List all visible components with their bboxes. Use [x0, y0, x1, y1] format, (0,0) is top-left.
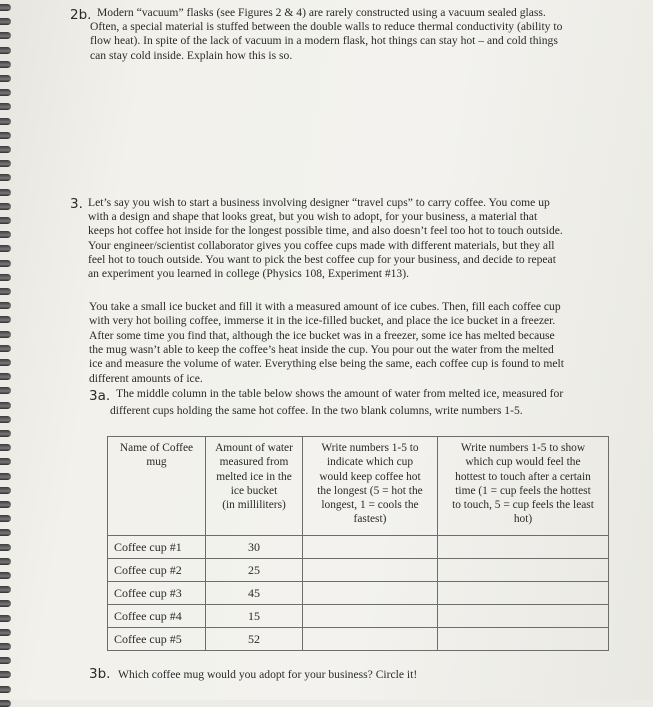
- water-amount-cell: 25: [206, 559, 303, 582]
- table-row: [108, 536, 609, 559]
- header-cup-name-line: Name of Coffee: [119, 442, 194, 454]
- header-touch-rank: [438, 437, 609, 536]
- binding-ring: [0, 61, 11, 68]
- binding-ring: [0, 217, 11, 224]
- binding-ring: [0, 487, 11, 494]
- binding-ring: [0, 274, 11, 281]
- binding-ring: [0, 373, 11, 380]
- binding-ring: [0, 615, 11, 622]
- header-water-line: melted ice in the: [216, 470, 292, 483]
- cup-name-cell: Coffee cup #4: [108, 605, 206, 628]
- coffee-cup-table: [107, 436, 609, 651]
- question-3-p2-line-5: ice and measure the volume of water. Everything else being the same, each coffee cup is found to melt: [89, 357, 564, 370]
- header-keep-hot-line: fastest): [353, 513, 387, 526]
- table-row: [108, 605, 609, 628]
- binding-ring: [0, 572, 11, 579]
- question-3b-text: Which coffee mug would you adopt for your business? Circle it!: [118, 668, 418, 681]
- binding-ring: [0, 146, 11, 153]
- binding-ring: [0, 657, 11, 664]
- header-touch-line: to touch, 5 = cup feels the least: [452, 499, 594, 512]
- touch-rank-input[interactable]: [438, 582, 609, 605]
- header-cup-name-line: mug: [146, 456, 167, 469]
- header-keep-hot-line: indicate which cup: [326, 456, 414, 469]
- water-amount-cell: 15: [206, 605, 303, 628]
- header-touch-line: hot): [513, 513, 533, 526]
- header-water-line: measured from: [219, 456, 289, 469]
- binding-ring: [0, 544, 11, 551]
- question-3-p1-line-6: an experiment you learned in college (Physics 108, Experiment #13).: [88, 267, 409, 280]
- question-3-p1-line-1: Let’s say you wish to start a business involving designer “travel cups” to carry coffee. You come up: [88, 196, 550, 209]
- binding-ring: [0, 302, 11, 309]
- binding-ring: [0, 700, 11, 707]
- header-touch-line: which cup would feel the: [465, 456, 581, 469]
- binding-ring: [0, 174, 11, 181]
- binding-ring: [0, 288, 11, 295]
- binding-ring: [0, 402, 11, 409]
- keep-hot-rank-input[interactable]: [303, 536, 438, 559]
- touch-rank-input[interactable]: [438, 605, 609, 628]
- header-touch-line: time (1 = cup feels the hottest: [455, 484, 591, 497]
- cup-name-cell: Coffee cup #2: [108, 559, 206, 582]
- binding-ring: [0, 345, 11, 352]
- binding-ring: [0, 89, 11, 96]
- question-2b-line-4: can stay cold inside. Explain how this is so.: [90, 49, 293, 62]
- header-water-line: Amount of water: [215, 442, 293, 454]
- binding-ring: [0, 600, 11, 607]
- table-row: [108, 559, 609, 582]
- question-3-p1-line-3: keeps hot coffee hot inside for the longest possible time, and also doesn’t feel too hot to touch outside.: [88, 224, 563, 237]
- spiral-binding: [0, 0, 14, 700]
- question-3-p2-line-2: with very hot boiling coffee, immerse it in the ice-filled bucket, and place the ice bucket in a freezer.: [89, 314, 556, 327]
- question-3-p2-line-4: the mug wasn’t able to keep the coffee’s heat inside the cup. You pour out the water from the melted: [89, 343, 554, 356]
- binding-ring: [0, 75, 11, 82]
- table-row: [108, 582, 609, 605]
- header-water-line: ice bucket: [230, 484, 278, 497]
- binding-ring: [0, 430, 11, 437]
- question-2b-line-1: Modern “vacuum” flasks (see Figures 2 & 4) are rarely constructed using a vacuum sealed glass.: [97, 6, 546, 19]
- header-keep-hot-rank: [303, 437, 438, 536]
- binding-ring: [0, 629, 11, 636]
- question-3a-line-1: The middle column in the table below shows the amount of water from melted ice, measured for: [116, 387, 564, 400]
- question-3-p2-line-6: different amounts of ice.: [89, 372, 203, 385]
- binding-ring: [0, 245, 11, 252]
- question-2b-line-2: Often, a special material is stuffed between the double walls to reduce thermal conductivity (ability to: [90, 20, 563, 33]
- binding-ring: [0, 515, 11, 522]
- binding-ring: [0, 231, 11, 238]
- binding-ring: [0, 316, 11, 323]
- binding-ring: [0, 331, 11, 338]
- header-touch-line: hottest to touch after a certain: [455, 470, 591, 483]
- binding-ring: [0, 558, 11, 565]
- cup-name-cell: Coffee cup #1: [108, 536, 206, 559]
- binding-ring: [0, 103, 11, 110]
- question-3b-number: 3b.: [89, 666, 111, 682]
- question-2b-number: 2b.: [70, 7, 92, 23]
- binding-ring: [0, 32, 11, 39]
- binding-ring: [0, 458, 11, 465]
- header-keep-hot-line: longest, 1 = cools the: [321, 499, 419, 512]
- binding-ring: [0, 132, 11, 139]
- touch-rank-input[interactable]: [438, 628, 609, 651]
- binding-ring: [0, 18, 11, 25]
- binding-ring: [0, 160, 11, 167]
- binding-ring: [0, 501, 11, 508]
- binding-ring: [0, 203, 11, 210]
- binding-ring: [0, 686, 11, 693]
- binding-ring: [0, 671, 11, 678]
- binding-ring: [0, 118, 11, 125]
- keep-hot-rank-input[interactable]: [303, 628, 438, 651]
- binding-ring: [0, 444, 11, 451]
- question-3-number: 3.: [70, 196, 83, 212]
- binding-ring: [0, 387, 11, 394]
- header-water-amount: [206, 437, 303, 536]
- water-amount-cell: 30: [206, 536, 303, 559]
- keep-hot-rank-input[interactable]: [303, 582, 438, 605]
- binding-ring: [0, 473, 11, 480]
- question-2b-line-3: flow heat). In spite of the lack of vacuum in a modern flask, hot things can stay hot – and cold things: [90, 34, 558, 47]
- binding-ring: [0, 416, 11, 423]
- binding-ring: [0, 4, 11, 11]
- header-cup-name: [108, 437, 206, 536]
- touch-rank-input[interactable]: [438, 559, 609, 582]
- question-3-p1-line-5: feel hot to touch outside. You want to pick the best coffee cup for your business, and decide to repeat: [88, 253, 556, 266]
- binding-ring: [0, 529, 11, 536]
- binding-ring: [0, 643, 11, 650]
- header-keep-hot-line: would keep coffee hot: [319, 470, 421, 483]
- keep-hot-rank-input[interactable]: [303, 559, 438, 582]
- question-3-p2-line-3: After some time you find that, although the ice bucket was in a freezer, some ice has melted because: [89, 329, 555, 342]
- header-keep-hot-line: Write numbers 1-5 to: [321, 442, 419, 454]
- header-keep-hot-line: the longest (5 = hot the: [317, 484, 423, 497]
- cup-name-cell: Coffee cup #5: [108, 628, 206, 651]
- question-3a-number: 3a.: [89, 388, 111, 404]
- water-amount-cell: 52: [206, 628, 303, 651]
- touch-rank-input[interactable]: [438, 536, 609, 559]
- binding-ring: [0, 189, 11, 196]
- binding-ring: [0, 47, 11, 54]
- water-amount-cell: 45: [206, 582, 303, 605]
- binding-ring: [0, 586, 11, 593]
- table-header-row: [108, 437, 609, 536]
- question-3-p1-line-2: with a design and shape that looks great, but you wish to adopt, for your business, a material that: [88, 210, 538, 223]
- keep-hot-rank-input[interactable]: [303, 605, 438, 628]
- question-3-p2-line-1: You take a small ice bucket and fill it with a measured amount of ice cubes. Then, fill each coffee cup: [89, 300, 561, 313]
- binding-ring: [0, 260, 11, 267]
- question-3-p1-line-4: Your engineer/scientist collaborator gives you coffee cups made with different materials, but they all: [88, 239, 555, 252]
- header-water-line: (in milliliters): [222, 499, 286, 512]
- cup-name-cell: Coffee cup #3: [108, 582, 206, 605]
- table-row: [108, 628, 609, 651]
- binding-ring: [0, 359, 11, 366]
- question-3a-line-2: different cups holding the same hot coffee. In the two blank columns, write numbers 1-5.: [110, 404, 523, 417]
- header-touch-line: Write numbers 1-5 to show: [460, 442, 586, 454]
